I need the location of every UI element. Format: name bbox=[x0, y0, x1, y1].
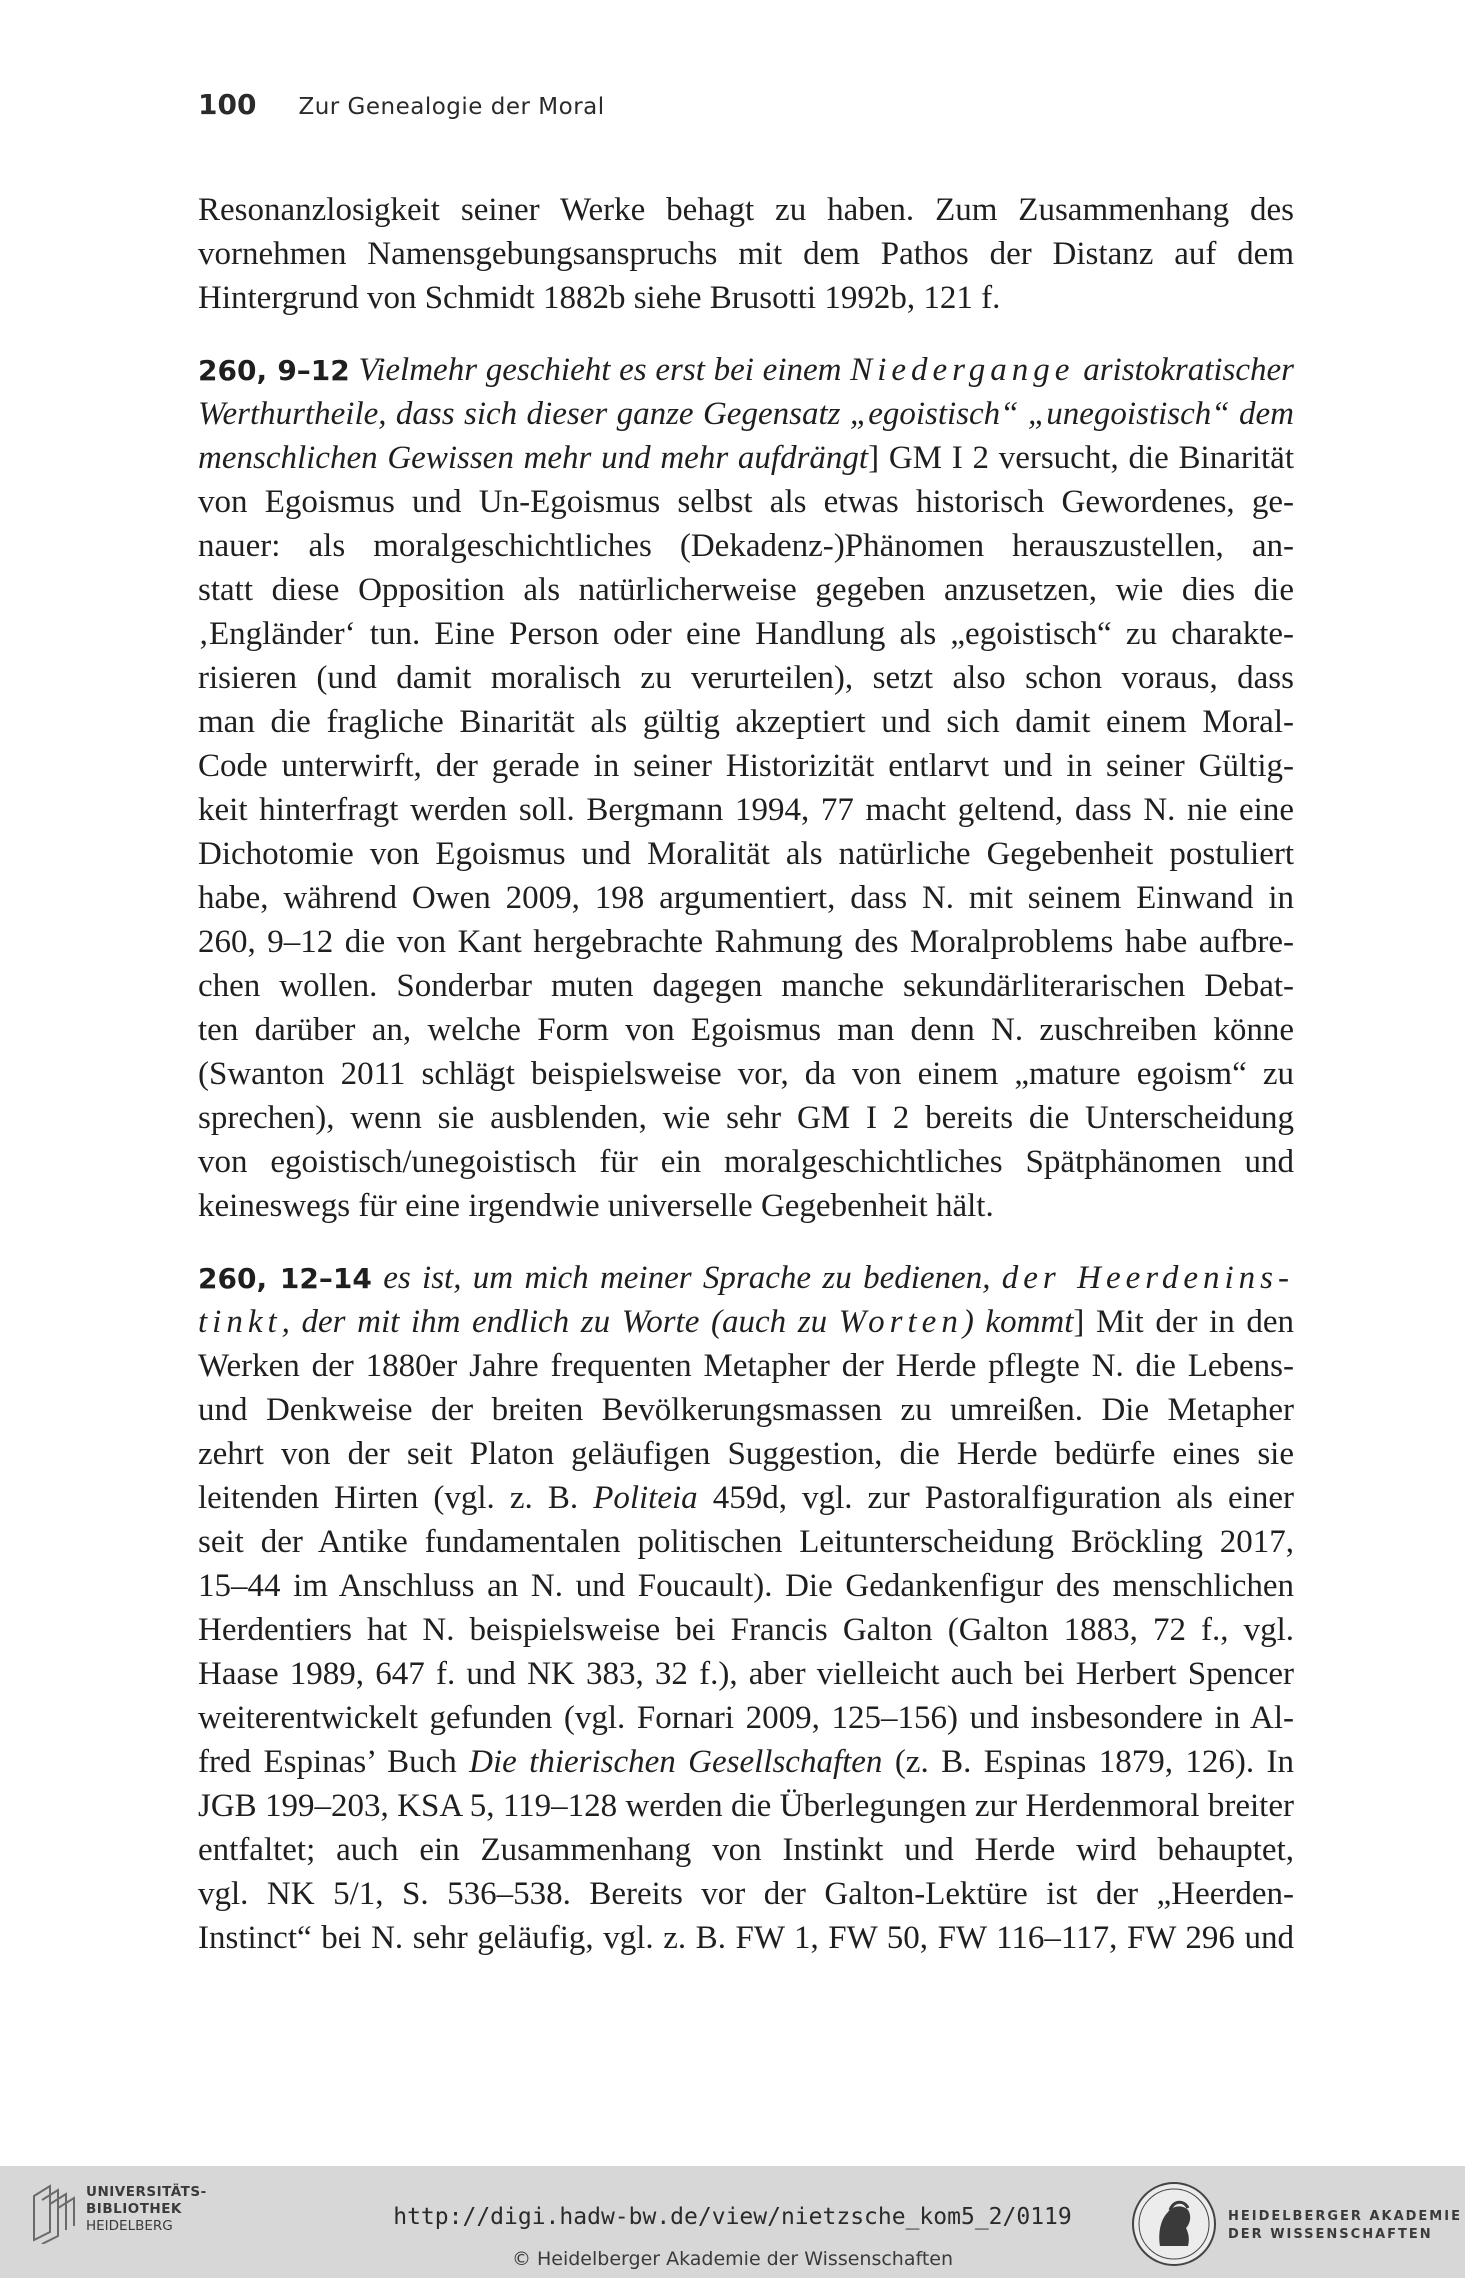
text-line: nauer: als moralgeschichtliches (Dekadenz-)Phänomen herauszustellen, an- bbox=[198, 528, 1294, 564]
text-line: Haase 1989, 647 f. und NK 383, 32 f.), aber vielleicht auch bei Herbert Spencer bbox=[198, 1656, 1294, 1692]
text-line: fred Espinas’ Buch Die thierischen Gesellschaften (z. B. Espinas 1879, 126). In bbox=[198, 1744, 1294, 1780]
text-line: tinkt, der mit ihm endlich zu Worte (auch zu Worten) kommt] Mit der in den bbox=[198, 1304, 1294, 1340]
lemma-quote: es ist, um mich meiner Sprache zu bedienen, bbox=[383, 1260, 1002, 1296]
text-line: ‚Engländer‘ tun. Eine Person oder eine Handlung als „egoistisch“ zu charakte- bbox=[198, 616, 1294, 652]
page-number: 100 bbox=[198, 88, 257, 121]
text-line: seit der Antike fundamentalen politischen Leitunterscheidung Bröckling 2017, bbox=[198, 1524, 1294, 1560]
text-line: keineswegs für eine irgendwie universelle Gegebenheit hält. bbox=[198, 1188, 994, 1224]
lemma-quote: Vielmehr geschieht es erst bei einem bbox=[358, 352, 851, 388]
commentary-entry-260-9-12 bbox=[198, 348, 1294, 1228]
running-title: Zur Genealogie der Moral bbox=[298, 94, 605, 120]
digitization-footer bbox=[0, 2166, 1465, 2278]
text-line: Instinct“ bei N. sehr geläufig, vgl. z. B. FW 1, FW 50, FW 116–117, FW 296 und bbox=[198, 1920, 1294, 1956]
text-line: menschlichen Gewissen mehr und mehr aufdrängt] GM I 2 versucht, die Binarität bbox=[198, 440, 1294, 476]
text-line: chen wollen. Sonderbar muten dagegen manche sekundärliterarischen Debat- bbox=[198, 968, 1294, 1004]
text-line: Dichotomie von Egoismus und Moralität als natürliche Gegebenheit postuliert bbox=[198, 836, 1294, 872]
text-line: risieren (und damit moralisch zu verurteilen), setzt also schon voraus, dass bbox=[198, 660, 1294, 696]
permalink-url[interactable]: http://digi.hadw-bw.de/view/nietzsche_kom5_2/0119 bbox=[393, 2204, 1072, 2230]
text-line: und Denkweise der breiten Bevölkerungsmassen zu umreißen. Die Metapher bbox=[198, 1392, 1294, 1428]
text-line: JGB 199–203, KSA 5, 119–128 werden die Überlegungen zur Herdenmoral breiter bbox=[198, 1788, 1294, 1824]
text-line: (Swanton 2011 schlägt beispielsweise vor, da von einem „mature egoism“ zu bbox=[198, 1056, 1294, 1092]
text-line: Hintergrund von Schmidt 1882b siehe Brusotti 1992b, 121 f. bbox=[198, 280, 1001, 316]
lemma-reference: 260, 9–12 bbox=[198, 354, 350, 387]
text-line: 260, 12–14 es ist, um mich meiner Sprache zu bedienen, der Heerdenins- bbox=[198, 1260, 1294, 1296]
text-line: vgl. NK 5/1, S. 536–538. Bereits vor der Galton-Lektüre ist der „Heerden- bbox=[198, 1876, 1294, 1912]
text-line: statt diese Opposition als natürlicherweise gegeben anzusetzen, wie dies die bbox=[198, 572, 1294, 608]
text-line: entfaltet; auch ein Zusammenhang von Instinkt und Herde wird behauptet, bbox=[198, 1832, 1294, 1868]
text-line: 260, 9–12 Vielmehr geschieht es erst bei einem Niedergange aristokratischer bbox=[198, 352, 1294, 388]
text-line: Resonanzlosigkeit seiner Werke behagt zu haben. Zum Zusammenhang des bbox=[198, 192, 1294, 228]
text-line: Code unterwirft, der gerade in seiner Historizität entlarvt und in seiner Gültig- bbox=[198, 748, 1294, 784]
text-line: 260, 9–12 die von Kant hergebrachte Rahmung des Moralproblems habe aufbre- bbox=[198, 924, 1294, 960]
text-line: habe, während Owen 2009, 198 argumentiert, dass N. mit seinem Einwand in bbox=[198, 880, 1294, 916]
academy-seal-icon bbox=[1130, 2180, 1218, 2268]
commentary-entry-260-12-14 bbox=[198, 1256, 1294, 1960]
text-line: leitenden Hirten (vgl. z. B. Politeia 459d, vgl. zur Pastoralfiguration als einer bbox=[198, 1480, 1294, 1516]
text-line: Werthurtheile, dass sich dieser ganze Gegensatz „egoistisch“ „unegoistisch“ dem bbox=[198, 396, 1294, 432]
text-line: zehrt von der seit Platon geläufigen Suggestion, die Herde bedürfe eines sie bbox=[198, 1436, 1294, 1472]
text-line: weiterentwickelt gefunden (vgl. Fornari 2009, 125–156) und insbesondere in Al- bbox=[198, 1700, 1294, 1736]
text-line: Herdentiers hat N. beispielsweise bei Francis Galton (Galton 1883, 72 f., vgl. bbox=[198, 1612, 1294, 1648]
text-line: Werken der 1880er Jahre frequenten Metapher der Herde pflegte N. die Lebens- bbox=[198, 1348, 1294, 1384]
text-line: von Egoismus und Un-Egoismus selbst als etwas historisch Gewordenes, ge- bbox=[198, 484, 1294, 520]
text-line: keit hinterfragt werden soll. Bergmann 1994, 77 macht geltend, dass N. nie eine bbox=[198, 792, 1294, 828]
copyright-notice: © Heidelberger Akademie der Wissenschaften bbox=[511, 2248, 954, 2270]
text-line: vornehmen Namensgebungsanspruchs mit dem Pathos der Distanz auf dem bbox=[198, 236, 1294, 272]
text-line: man die fragliche Binarität als gültig akzeptiert und sich damit einem Moral- bbox=[198, 704, 1294, 740]
lemma-reference: 260, 12–14 bbox=[198, 1262, 372, 1295]
paragraph-continuation bbox=[198, 188, 1294, 320]
university-library-name: UNIVERSITÄTS- BIBLIOTHEK HEIDELBERG bbox=[86, 2184, 207, 2234]
text-line: 15–44 im Anschluss an N. und Foucault). Die Gedankenfigur des menschlichen bbox=[198, 1568, 1294, 1604]
running-head bbox=[198, 88, 605, 128]
text-line: von egoistisch/unegoistisch für ein moralgeschichtliches Spätphänomen und bbox=[198, 1144, 1294, 1180]
commentary-text bbox=[198, 188, 1294, 1960]
text-line: sprechen), wenn sie ausblenden, wie sehr GM I 2 bereits die Unterscheidung bbox=[198, 1100, 1294, 1136]
academy-name: HEIDELBERGER AKADEMIE DER WISSENSCHAFTEN bbox=[1228, 2209, 1462, 2242]
text-line: ten darüber an, welche Form von Egoismus man denn N. zuschreiben könne bbox=[198, 1012, 1294, 1048]
